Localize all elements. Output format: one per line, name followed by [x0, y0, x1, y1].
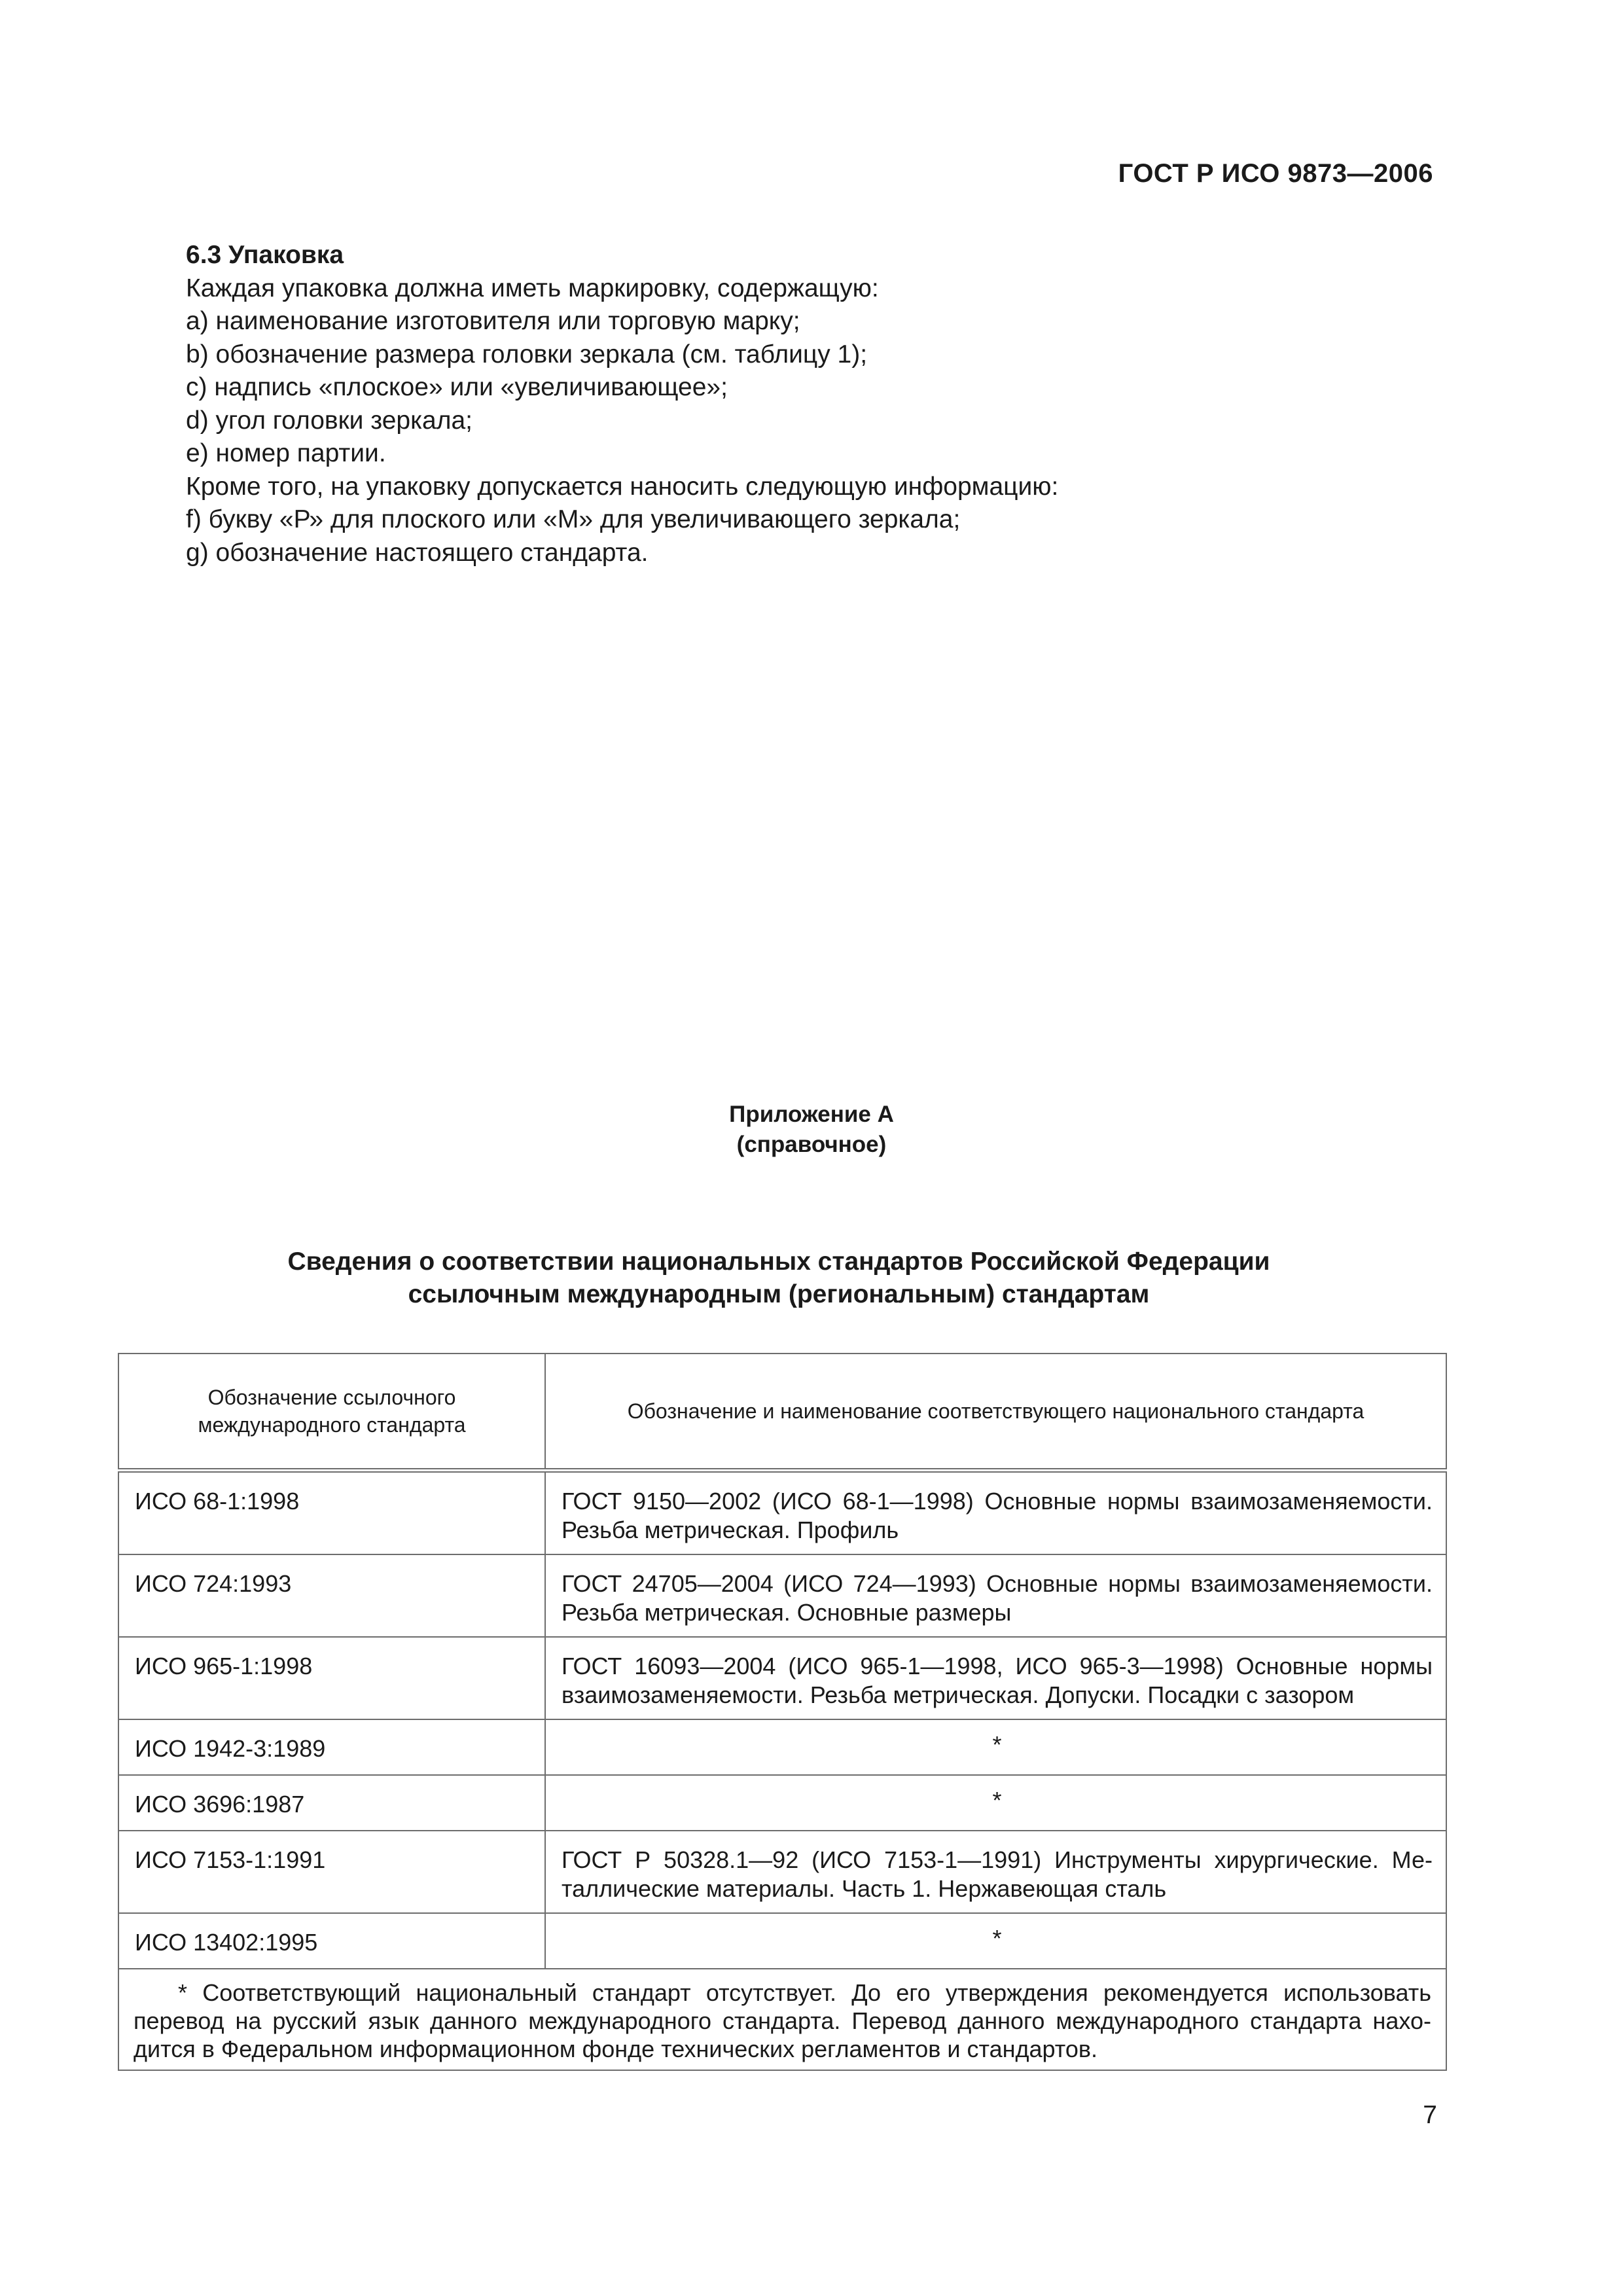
table-row: [118, 1719, 1446, 1775]
appendix-heading: [0, 1246, 1558, 1311]
table-footnote-row: [118, 1969, 1446, 2070]
table-row: [118, 1554, 1446, 1637]
national-cell: *: [545, 1719, 1446, 1775]
national-cell: *: [545, 1913, 1446, 1969]
list-item: d) угол головки зеркала;: [186, 406, 473, 435]
appendix-title: Приложение А: [729, 1102, 894, 1127]
document-code: ГОСТ Р ИСО 9873—2006: [1118, 159, 1433, 188]
list-item: c) надпись «плоское» или «увеличивающее»;: [186, 373, 728, 401]
reference-cell: ИСО 68-1:1998: [118, 1471, 545, 1555]
table-row: [118, 1775, 1446, 1831]
national-cell: *: [545, 1775, 1446, 1831]
reference-cell: ИСО 724:1993: [118, 1554, 545, 1637]
page-number: 7: [1423, 2101, 1437, 2129]
section-intro: Каждая упаковка должна иметь маркировку, содержащую:: [186, 274, 879, 302]
table-header-row: [118, 1354, 1446, 1471]
appendix-heading-line: ссылочным международным (региональным) стандартам: [408, 1280, 1150, 1308]
list-item: a) наименование изготовителя или торговую марку;: [186, 307, 800, 335]
national-cell: ГОСТ 24705—2004 (ИСО 724—1993) Основные нормы взаимозаменяемости. Резьба метрическая. Основные размеры: [545, 1554, 1446, 1637]
national-cell: ГОСТ 16093—2004 (ИСО 965-1—1998, ИСО 965-3—1998) Основные нормы взаимозаменяемости. Резьба метрическая. Допуски. Посадки с зазором: [545, 1637, 1446, 1719]
section-title: 6.3 Упаковка: [186, 241, 344, 269]
appendix-heading-line: Сведения о соответствии национальных стандартов Российской Федерации: [287, 1247, 1270, 1276]
table-footnote: * Соответствующий национальный стандарт отсутствует. До его утверждения рекомендуется использовать перевод на русский язык данного международного стандарта. Перевод данного международного стандарта находится в Федеральном информационном фонде технических регламентов и стандартов.: [118, 1969, 1446, 2070]
appendix-label: [0, 1100, 1623, 1160]
column-header-reference: Обозначение ссылочного международного стандарта: [118, 1354, 545, 1471]
list-item: f) букву «Р» для плоского или «М» для увеличивающего зеркала;: [186, 505, 961, 533]
packaging-section: [186, 239, 1429, 569]
standards-table: [118, 1353, 1447, 2071]
list-item: e) номер партии.: [186, 439, 386, 467]
national-cell: ГОСТ Р 50328.1—92 (ИСО 7153-1—1991) Инструменты хирургические. Металлические материалы. Часть 1. Нержавеющая сталь: [545, 1831, 1446, 1913]
reference-cell: ИСО 7153-1:1991: [118, 1831, 545, 1913]
reference-cell: ИСО 965-1:1998: [118, 1637, 545, 1719]
national-cell: ГОСТ 9150—2002 (ИСО 68-1—1998) Основные нормы взаимозаменяемости. Резьба метрическая. Профиль: [545, 1471, 1446, 1555]
table-row: [118, 1637, 1446, 1719]
reference-cell: ИСО 1942-3:1989: [118, 1719, 545, 1775]
reference-cell: ИСО 3696:1987: [118, 1775, 545, 1831]
table-row: [118, 1471, 1446, 1555]
column-header-national: Обозначение и наименование соответствующего национального стандарта: [545, 1354, 1446, 1471]
section-extra-intro: Кроме того, на упаковку допускается наносить следующую информацию:: [186, 472, 1059, 501]
table-row: [118, 1831, 1446, 1913]
list-item: g) обозначение настоящего стандарта.: [186, 538, 649, 567]
table-row: [118, 1913, 1446, 1969]
reference-cell: ИСО 13402:1995: [118, 1913, 545, 1969]
appendix-subtitle: (справочное): [736, 1132, 887, 1157]
list-item: b) обозначение размера головки зеркала (см. таблицу 1);: [186, 340, 868, 368]
